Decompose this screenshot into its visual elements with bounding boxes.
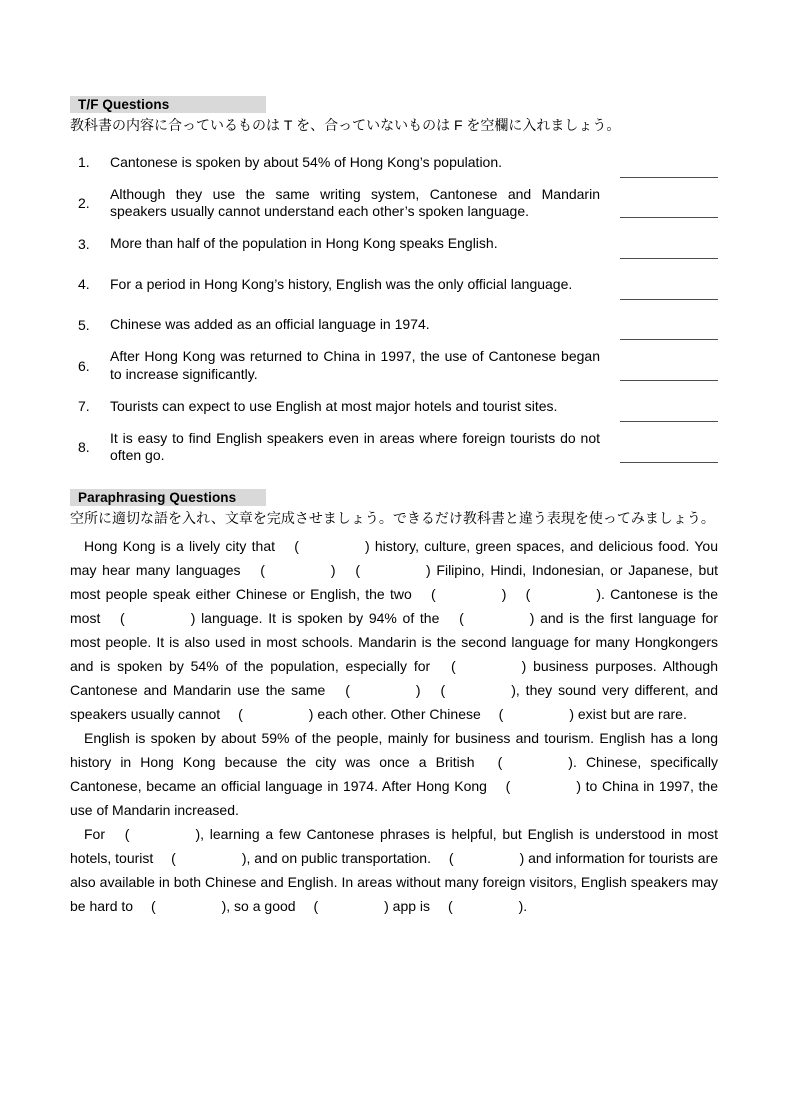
question-text: Chinese was added as an official language in 1974. <box>110 316 430 333</box>
fill-in-blank[interactable]: ( ) <box>450 657 527 674</box>
question-number: 6. <box>78 357 90 374</box>
tf-section-title: T/F Questions <box>78 97 170 112</box>
fill-in-blank[interactable]: ( ) <box>294 537 370 554</box>
question-number: 2. <box>78 195 90 212</box>
tf-section <box>70 96 718 468</box>
paraphrasing-section-title: Paraphrasing Questions <box>78 489 237 505</box>
answer-line[interactable] <box>620 421 718 422</box>
tf-question-row <box>70 345 718 386</box>
paraphrasing-section-header <box>70 489 266 506</box>
cloze-passage <box>70 534 718 918</box>
fill-in-blank[interactable]: ( ) <box>525 585 602 602</box>
question-text: More than half of the population in Hong Kong speaks English. <box>110 234 498 251</box>
cloze-paragraph: For ( ), learning a few Cantonese phrases is helpful, but English is understood in most hotels, tourist ( ), and on public transportation. ( ) and information for tourists are also available in both Chinese and English. In areas without many foreign visitors, English speakers may be hard to ( ), so a good ( ) app is ( ). <box>70 822 718 918</box>
fill-in-blank[interactable]: ( ) <box>440 681 516 698</box>
question-text: Cantonese is spoken by about 54% of Hong Kong’s population. <box>110 153 503 170</box>
cloze-paragraph: English is spoken by about 59% of the people, mainly for business and tourism. English has a long history in Hong Kong because the city was once a British ( ). Chinese, specifically Cantonese, became an official language in 1974. After Hong Kong ( ) to China in 1997, the use of Mandarin increased. <box>70 729 718 818</box>
tf-question-row <box>70 305 718 346</box>
question-number: 1. <box>78 154 90 171</box>
tf-question-row <box>70 264 718 305</box>
fill-in-blank[interactable]: ( ) <box>313 897 389 914</box>
answer-line[interactable] <box>620 299 718 300</box>
fill-in-blank[interactable]: ( ) <box>459 609 535 626</box>
paraphrasing-instruction: 空所に適切な語を入れ、文章を完成させましょう。できるだけ教科書と違う表現を使ってみましょう。 <box>70 509 715 526</box>
page-content <box>70 96 718 918</box>
question-number: 5. <box>78 317 90 334</box>
fill-in-blank[interactable]: ( ) <box>505 777 581 794</box>
fill-in-blank[interactable]: ( ) <box>150 897 227 914</box>
answer-line[interactable] <box>620 177 718 178</box>
question-text: Tourists can expect to use English at most major hotels and tourist sites. <box>110 397 558 414</box>
tf-question-row <box>70 142 718 183</box>
tf-question-row <box>70 386 718 427</box>
question-text: For a period in Hong Kong’s history, English was the only official language. <box>110 275 573 292</box>
fill-in-blank[interactable]: ( ) <box>497 753 573 770</box>
fill-in-blank[interactable]: ( ) <box>498 705 574 722</box>
question-text: It is easy to find English speakers even in areas where foreign tourists do not often go. <box>110 429 600 464</box>
tf-instruction: 教科書の内容に合っているものは T を、合っていないものは F を空欄に入れましょう。 <box>70 117 621 133</box>
question-text: Although they use the same writing system, Cantonese and Mandarin speakers usually cannot understand each other’s spoken language. <box>110 185 600 220</box>
fill-in-blank[interactable]: ( ) <box>431 585 507 602</box>
tf-question-list <box>70 142 718 468</box>
fill-in-blank[interactable]: ( ) <box>238 705 314 722</box>
question-number: 4. <box>78 276 90 293</box>
answer-line[interactable] <box>620 339 718 340</box>
cloze-paragraph: Hong Kong is a lively city that ( ) history, culture, green spaces, and delicious food. You may hear many languages ( ) ( ) Filipino, Hindi, Indonesian, or Japanese, but most people speak either Chinese or English, the two ( ) ( ). Cantonese is the most ( ) language. It is spoken by 94% of the ( ) and is the first language for most people. It is also used in most schools. Mandarin is the second language for many Hongkongers and is spoken by 54% of the population, especially for ( ) business purposes. Although Cantonese and Mandarin use the same ( ) ( ), they sound very different, and speakers usually cannot ( ) each other. Other Chinese ( ) exist but are rare. <box>70 534 718 726</box>
tf-question-row <box>70 427 718 468</box>
answer-line[interactable] <box>620 258 718 259</box>
answer-line[interactable] <box>620 462 718 463</box>
fill-in-blank[interactable]: ( ) <box>260 561 336 578</box>
tf-question-row <box>70 183 718 224</box>
question-number: 7. <box>78 398 90 415</box>
question-text: After Hong Kong was returned to China in 1997, the use of Cantonese began to increase significantly. <box>110 348 600 382</box>
fill-in-blank[interactable]: ( ) <box>120 609 196 626</box>
question-number: 3. <box>78 235 90 252</box>
question-number: 8. <box>78 439 90 456</box>
tf-question-row <box>70 223 718 264</box>
paraphrasing-section <box>70 489 718 918</box>
fill-in-blank[interactable]: ( ) <box>448 849 525 866</box>
answer-line[interactable] <box>620 217 718 218</box>
fill-in-blank[interactable]: ( ) <box>447 897 524 914</box>
fill-in-blank[interactable]: ( ) <box>171 849 247 866</box>
fill-in-blank[interactable]: ( ) <box>345 681 421 698</box>
fill-in-blank[interactable]: ( ) <box>355 561 431 578</box>
answer-line[interactable] <box>620 380 718 381</box>
tf-section-header <box>70 96 266 113</box>
fill-in-blank[interactable]: ( ) <box>124 825 201 842</box>
